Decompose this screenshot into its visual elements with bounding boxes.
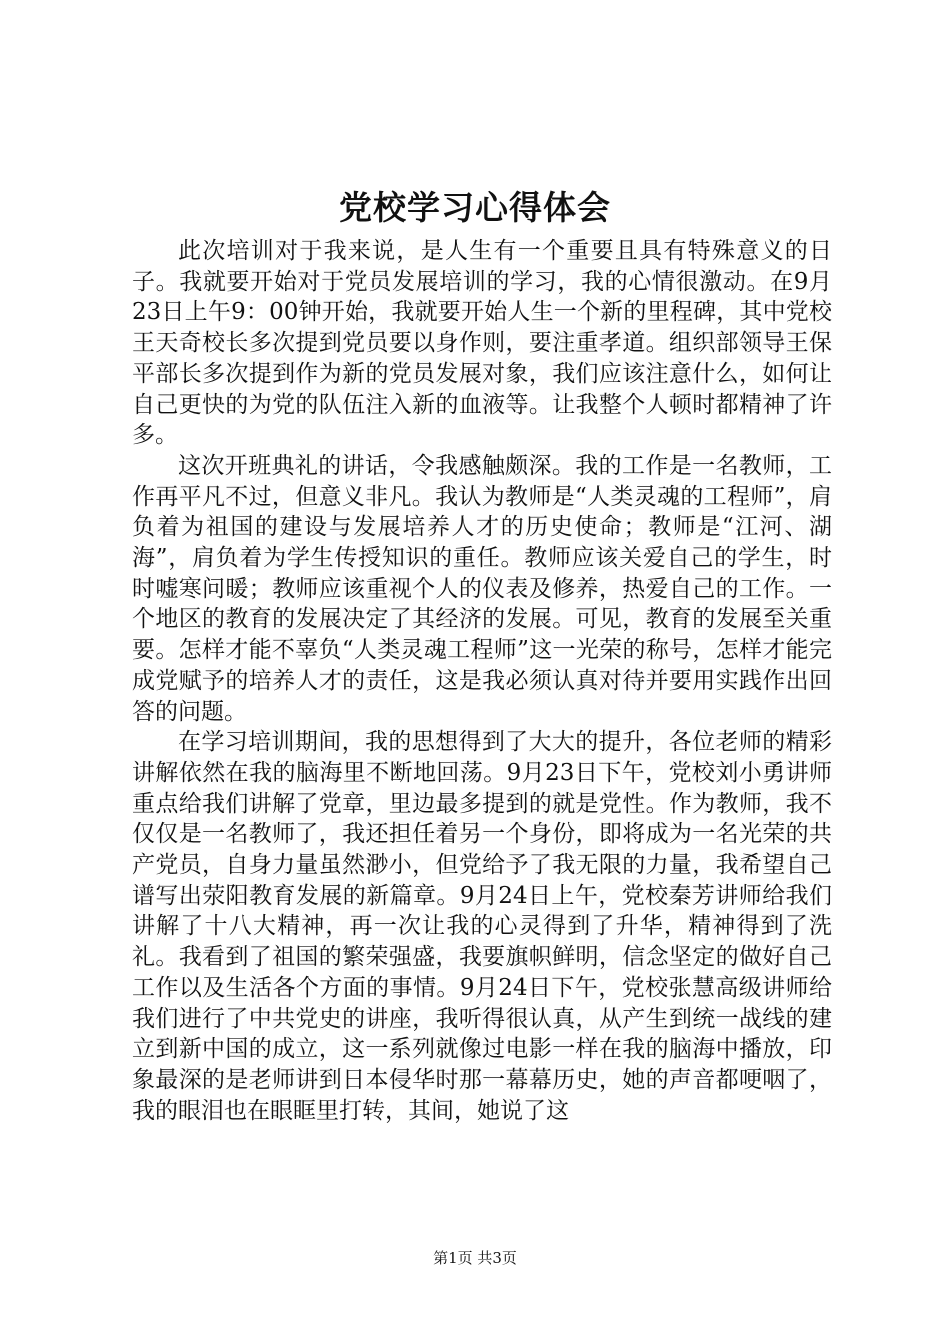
paragraph-1: 此次培训对于我来说，是人生有一个重要且具有特殊意义的日子。我就要开始对于党员发展培训的学习，我的心情很激动。在9月23日上午9：00钟开始，我就要开始人生一个新的里程碑，其中党校王天奇校长多次提到党员要以身作则，要注重孝道。组织部领导王保平部长多次提到作为新的党员发展对象，我们应该注意什么，如何让自己更快的为党的队伍注入新的血液等。让我整个人顿时都精神了许多。 [132, 238, 832, 449]
paragraph-2: 这次开班典礼的讲话，令我感触颇深。我的工作是一名教师，工作再平凡不过，但意义非凡。我认为教师是“人类灵魂的工程师”，肩负着为祖国的建设与发展培养人才的历史使命；教师是“江河、湖海”，肩负着为学生传授知识的重任。教师应该关爱自己的学生，时时嘘寒问暖；教师应该重视个人的仪表及修养，热爱自己的工作。一个地区的教育的发展决定了其经济的发展。可见，教育的发展至关重要。怎样才能不辜负“人类灵魂工程师”这一光荣的称号，怎样才能完成党赋予的培养人才的责任，这是我必须认真对待并要用实践作出回答的问题。 [132, 452, 832, 725]
paragraph-3: 在学习培训期间，我的思想得到了大大的提升，各位老师的精彩讲解依然在我的脑海里不断地回荡。9月23日下午，党校刘小勇讲师重点给我们讲解了党章，里边最多提到的就是党性。作为教师，我不仅仅是一名教师了，我还担任着另一个身份，即将成为一名光荣的共产党员，自身力量虽然渺小，但党给予了我无限的力量，我希望自己谱写出荥阳教育发展的新篇章。9月24日上午，党校秦芳讲师给我们讲解了十八大精神，再一次让我的心灵得到了升华，精神得到了洗礼。我看到了祖国的繁荣强盛，我要旗帜鲜明，信念坚定的做好自己工作以及生活各个方面的事情。9月24日下午，党校张慧高级讲师给我们进行了中共党史的讲座，我听得很认真，从产生到统一战线的建立到新中国的成立，这一系列就像过电影一样在我的脑海中播放，印象最深的是老师讲到日本侵华时那一幕幕历史，她的声音都哽咽了，我的眼泪也在眼眶里打转，其间，她说了这 [132, 729, 832, 1124]
page-number-footer: 第1页 共3页 [433, 1249, 517, 1267]
document-body [132, 236, 832, 1126]
document-title: 党校学习心得体会 [339, 188, 611, 227]
